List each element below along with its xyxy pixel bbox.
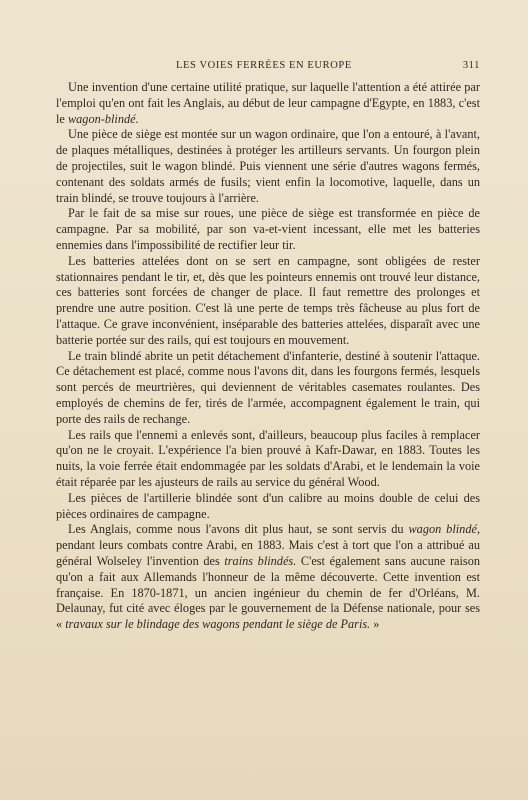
paragraph [56,491,480,523]
italic-quote: travaux sur le blindage des wagons pendant le siège de Paris. [65,617,371,632]
body-text [56,80,480,633]
italic-term: wagon blindé [408,522,477,537]
paragraph [56,349,480,428]
text-run: Une invention d'une certaine utilité pratique, sur laquelle l'attention a été attirée par l'emploi qu'en ont fait les Anglais, au début de leur campagne d'Egypte, en 1883, c'est le [56,80,480,126]
text-run: Les Anglais, comme nous l'avons dit plus haut, se sont servis du [68,522,409,537]
page-number: 311 [462,60,480,71]
text-run: C'est également sans aucune raison qu'on a fait aux Allemands l'honneur de la même découverte. Cette invention est française. En 1870-1871, un ancien ingénieur du chemin de fer d'Orléans, M. Delaunay, fut cité avec éloges par le gouvernement de la Défense nationale, pour ses « [56,553,481,632]
italic-term: wagon-blindé. [67,111,139,126]
text-run: Le train blindé abrite un petit détachement d'infanterie, destiné à soutenir l'attaque. Ce détachement est placé, comme nous l'avons dit, dans les fourgons fermés, lesquels sont percés de meurtrières, qui deviennent de véritables casemates roulantes. Des employés de chemins de fer, tirés de l'armée, accompagnent également le train, qui porte des rails de rechange. [56,348,480,426]
text-run: Par le fait de sa mise sur roues, une pièce de siège est transformée en pièce de campagne. Par sa mobilité, par son va-et-vient incessant, elle met les batteries ennemies dans l'impossibilité de rectifier leur tir. [56,206,480,252]
running-title: LES VOIES FERRÉES EN EUROPE [176,60,352,71]
text-run: , pendant leurs combats contre Arabi, en 1883. Mais c'est à tort que l'on a attribué au général Wolseley l'invention des [56,522,481,568]
paragraph [56,127,480,206]
running-header [56,60,480,76]
paragraph [56,254,480,349]
text-run: Les rails que l'ennemi a enlevés sont, d'ailleurs, beaucoup plus faciles à remplacer qu'on ne le croyait. L'expérience l'a bien prouvé à Kafr-Dawar, en 1883. Toutes les nuits, la voie ferrée était endommagée par les soldats d'Arabi, et le lendemain la voie était réparée par les ajusteurs de rails au service du général Wood. [56,427,480,489]
text-run: Une pièce de siège est montée sur un wagon ordinaire, que l'on a entouré, à l'avant, de plaques métalliques, destinées à protéger les artilleurs servants. Un fourgon plein de projectiles, suit le wagon blindé. Puis viennent une série d'autres wagons fermés, contenant des soldats armés de fusils; vient enfin la locomotive, laquelle, dans un train blindé, se trouve toujours à l'arrière. [56,127,480,205]
paragraph [56,428,480,491]
text-run: Les pièces de l'artillerie blindée sont d'un calibre au moins double de celui des pièces ordinaires de campagne. [56,490,480,521]
text-run: Les batteries attelées dont on se sert en campagne, sont obligées de rester stationnaires pendant le tir, et, dès que les pointeurs ennemis ont trouvé leur distance, ces batteries sont forcées de changer de place. Il faut remettre des prolonges et prendre une autre position. C'est là une perte de temps très fâcheuse au plus fort de l'attaque. Ce grave inconvénient, inséparable des batteries attelées, disparaît avec une batterie portée sur des rails, qui est toujours en mouvement. [56,253,480,347]
paragraph [56,206,480,253]
italic-term: trains blindés. [224,553,297,568]
paragraph [56,80,480,127]
text-run: » [370,617,380,632]
paragraph [56,522,480,633]
